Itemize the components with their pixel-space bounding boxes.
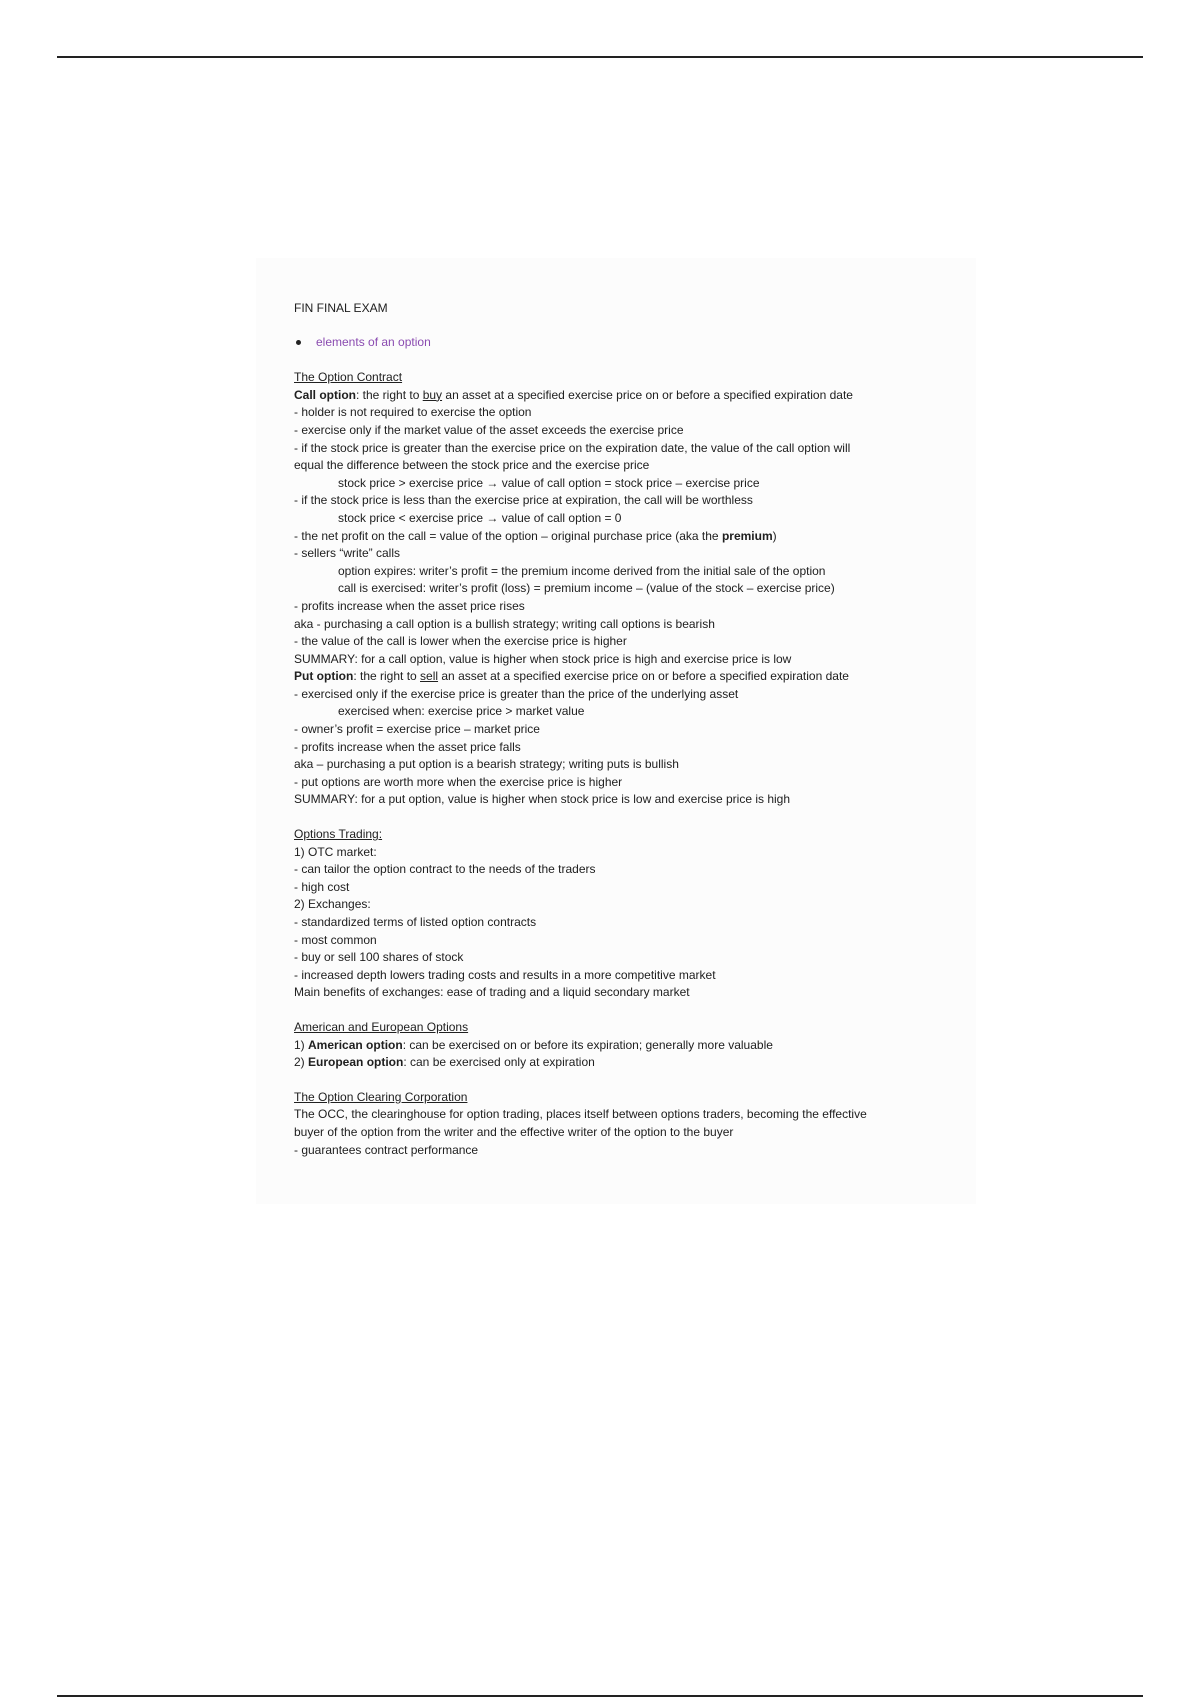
- put-def-text: : the right to: [353, 669, 421, 684]
- call-option-term: Call option: [294, 387, 356, 402]
- text-line: - the value of the call is lower when the exercise price is higher: [294, 634, 627, 649]
- list-number: 2): [294, 1055, 309, 1070]
- spacer: [294, 809, 974, 826]
- european-option-def: : can be exercised only at expiration: [403, 1055, 595, 1070]
- american-option-def: : can be exercised on or before its expiration; generally more valuable: [402, 1037, 773, 1052]
- section-heading-options-trading: Options Trading:: [294, 827, 383, 842]
- put-option-term: Put option: [294, 669, 354, 684]
- text-line: - profits increase when the asset price falls: [294, 739, 521, 754]
- put-def-text-rest: an asset at a specified exercise price on or before a specified expiration date: [438, 669, 849, 684]
- text-line: 2) Exchanges:: [294, 897, 371, 912]
- spacer: [294, 1072, 974, 1089]
- call-def-text-rest: an asset at a specified exercise price on or before a specified expiration date: [442, 387, 853, 402]
- summary-line: SUMMARY: for a call option, value is higher when stock price is high and exercise price is low: [294, 651, 792, 666]
- text-line: - increased depth lowers trading costs and results in a more competitive market: [294, 967, 716, 982]
- top-divider: [57, 56, 1143, 58]
- put-option-definition: [294, 668, 974, 686]
- section-heading-occ: The Option Clearing Corporation: [294, 1089, 468, 1104]
- section-heading-american-european: American and European Options: [294, 1019, 469, 1034]
- indented-text-line: exercised when: exercise price > market value: [338, 704, 585, 719]
- text-line: - put options are worth more when the exercise price is higher: [294, 774, 623, 789]
- text-line: - guarantees contract performance: [294, 1142, 479, 1157]
- european-option-line: [294, 1054, 974, 1072]
- call-option-definition: [294, 387, 974, 405]
- spacer: [294, 1002, 974, 1019]
- text-line: The OCC, the clearinghouse for option trading, places itself between options traders, becoming the effective: [294, 1107, 867, 1122]
- text-line: - exercised only if the exercise price is greater than the price of the underlying asset: [294, 686, 739, 701]
- premium-term: premium: [721, 528, 773, 543]
- summary-line: SUMMARY: for a put option, value is higher when stock price is low and exercise price is high: [294, 792, 791, 807]
- net-profit-close: ): [772, 528, 777, 543]
- text-line: buyer of the option from the writer and the effective writer of the option to the buyer: [294, 1124, 734, 1139]
- text-line: equal the difference between the stock price and the exercise price: [294, 458, 650, 473]
- put-def-underlined: sell: [420, 669, 439, 684]
- net-profit-text: - the net profit on the call = value of the option – original purchase price (aka the: [294, 528, 722, 543]
- text-line: - profits increase when the asset price rises: [294, 598, 525, 613]
- text-line: - can tailor the option contract to the needs of the traders: [294, 862, 596, 877]
- indented-text-line: stock price > exercise price → value of call option = stock price – exercise price: [338, 475, 760, 490]
- text-line: Main benefits of exchanges: ease of trading and a liquid secondary market: [294, 985, 690, 1000]
- american-option-line: [294, 1037, 974, 1055]
- text-line: 1) OTC market:: [294, 844, 377, 859]
- bottom-divider: [57, 1695, 1143, 1697]
- indented-text-line: stock price < exercise price → value of call option = 0: [338, 510, 622, 525]
- text-line: - exercise only if the market value of the asset exceeds the exercise price: [294, 422, 684, 437]
- bullet-item: [294, 334, 974, 352]
- text-line: - if the stock price is less than the exercise price at expiration, the call will be worthless: [294, 493, 753, 508]
- indented-text-line: call is exercised: writer’s profit (loss) = premium income – (value of the stock – exercise price): [338, 581, 835, 596]
- american-option-term: American option: [308, 1037, 403, 1052]
- text-line: - if the stock price is greater than the exercise price on the expiration date, the value of the call option will: [294, 440, 851, 455]
- bullet-item-text: elements of an option: [316, 334, 431, 349]
- list-number: 1): [294, 1037, 309, 1052]
- text-line: - holder is not required to exercise the option: [294, 405, 532, 420]
- text-line: - buy or sell 100 shares of stock: [294, 950, 464, 965]
- text-line: - standardized terms of listed option contracts: [294, 915, 537, 929]
- text-line: aka – purchasing a put option is a bearish strategy; writing puts is bullish: [294, 757, 679, 772]
- european-option-term: European option: [308, 1055, 404, 1070]
- text-line: - owner’s profit = exercise price – market price: [294, 722, 540, 737]
- section-heading-option-contract: The Option Contract: [294, 370, 403, 385]
- text-line: - sellers “write” calls: [294, 546, 401, 561]
- text-line: - high cost: [294, 879, 350, 894]
- document-title: FIN FINAL EXAM: [294, 301, 388, 315]
- indented-text-line: option expires: writer’s profit = the premium income derived from the initial sale of the option: [338, 563, 826, 578]
- text-line: - most common: [294, 932, 377, 947]
- document-body: [294, 300, 974, 1159]
- text-line: aka - purchasing a call option is a bullish strategy; writing call options is bearish: [294, 616, 715, 631]
- bullet-dot-icon: [296, 340, 301, 345]
- call-def-underlined: buy: [422, 387, 443, 402]
- call-def-text: : the right to: [356, 387, 423, 402]
- net-profit-line: [294, 528, 974, 546]
